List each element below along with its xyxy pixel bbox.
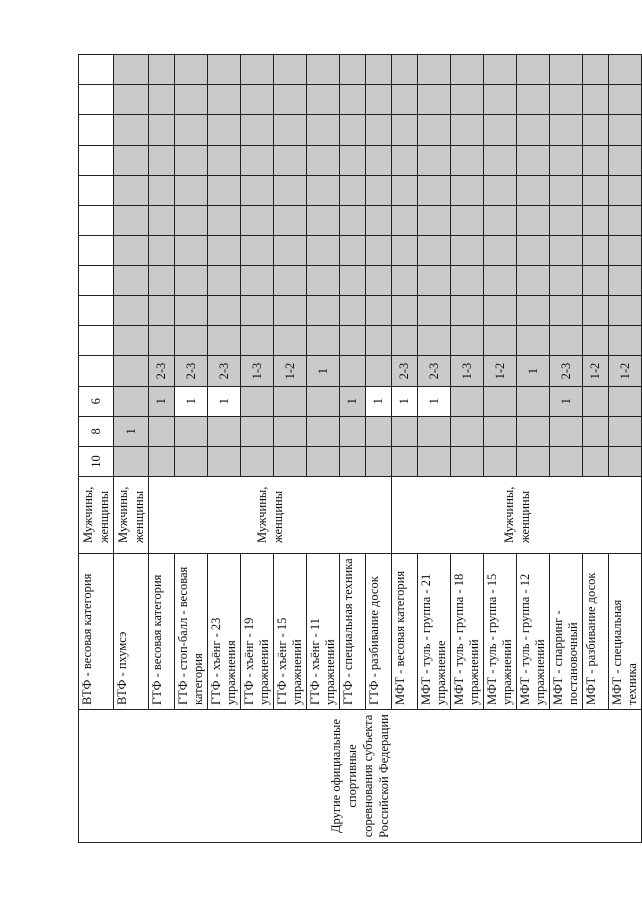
result-cell [583, 386, 609, 416]
result-cell [451, 416, 484, 446]
result-cell [484, 55, 517, 85]
result-cell [484, 236, 517, 266]
result-cell [550, 296, 583, 326]
result-cell [307, 386, 340, 416]
header-cell [79, 236, 114, 266]
result-cell [418, 236, 451, 266]
result-cell [340, 205, 366, 235]
sex-cell: Мужчины, женщины [392, 477, 642, 554]
result-cell [307, 416, 340, 446]
header-cell [79, 326, 114, 356]
result-cell [484, 205, 517, 235]
result-cell [208, 145, 241, 175]
result-cell [114, 55, 149, 85]
result-cell [484, 326, 517, 356]
result-cell [208, 296, 241, 326]
result-cell [340, 115, 366, 145]
result-cell [392, 145, 418, 175]
result-cell [550, 446, 583, 476]
result-cell [451, 386, 484, 416]
result-cell [418, 175, 451, 205]
result-cell [418, 205, 451, 235]
result-cell [274, 236, 307, 266]
result-cell [114, 266, 149, 296]
result-cell [340, 446, 366, 476]
header-cell [79, 266, 114, 296]
result-cell [418, 446, 451, 476]
result-cell [550, 55, 583, 85]
result-cell [484, 266, 517, 296]
result-cell [208, 55, 241, 85]
header-cell: 10 [79, 446, 114, 476]
result-cell [340, 175, 366, 205]
competition-level-cell: Другие официальные спортивные соревнования субъекта Российской Федерации [79, 710, 642, 843]
result-cell [517, 416, 550, 446]
result-cell [307, 205, 340, 235]
result-cell [307, 115, 340, 145]
result-cell [451, 85, 484, 115]
discipline-cell: МФТ - туль - группа - 12 упражнений [517, 554, 550, 710]
results-table [78, 54, 642, 843]
result-cell [550, 326, 583, 356]
result-cell: 1-3 [241, 356, 274, 386]
table-frame [78, 55, 640, 843]
result-cell [583, 175, 609, 205]
result-cell [241, 175, 274, 205]
result-cell [175, 296, 208, 326]
result-cell [149, 85, 175, 115]
result-cell [451, 175, 484, 205]
result-cell [114, 145, 149, 175]
result-cell [392, 446, 418, 476]
discipline-cell: МФТ - спарринг - постановочный [550, 554, 583, 710]
result-cell: 2-3 [550, 356, 583, 386]
result-cell [609, 236, 642, 266]
result-cell [484, 296, 517, 326]
result-cell: 2-3 [208, 356, 241, 386]
result-cell [484, 175, 517, 205]
result-cell [307, 266, 340, 296]
result-cell [149, 416, 175, 446]
result-cell [609, 446, 642, 476]
result-cell [550, 85, 583, 115]
result-cell [392, 175, 418, 205]
result-cell [114, 446, 149, 476]
result-cell [583, 205, 609, 235]
result-cell [366, 416, 392, 446]
result-cell [609, 55, 642, 85]
result-cell [241, 115, 274, 145]
discipline-cell: МФТ - разбивание досок [583, 554, 609, 710]
result-cell [609, 266, 642, 296]
result-cell [484, 115, 517, 145]
result-cell [583, 236, 609, 266]
discipline-cell: ГТФ - хъёнг - 23 упражнения [208, 554, 241, 710]
result-cell [274, 386, 307, 416]
result-cell [307, 85, 340, 115]
result-cell [609, 205, 642, 235]
discipline-cell: ГТФ - хъёнг - 19 упражнений [241, 554, 274, 710]
result-cell [241, 296, 274, 326]
result-cell: 1 [114, 416, 149, 446]
result-cell [340, 296, 366, 326]
result-cell [366, 205, 392, 235]
result-cell [307, 236, 340, 266]
result-cell [418, 145, 451, 175]
discipline-cell: ГТФ - специальная техника [340, 554, 366, 710]
result-cell [149, 115, 175, 145]
result-cell [208, 326, 241, 356]
discipline-cell: ГТФ - хъёнг - 11 упражнений [307, 554, 340, 710]
result-cell [149, 175, 175, 205]
sex-cell: Мужчины, женщины [79, 477, 114, 554]
discipline-cell: МФТ - туль - группа - 18 упражнений [451, 554, 484, 710]
result-cell [517, 115, 550, 145]
result-cell [609, 326, 642, 356]
header-cell [79, 296, 114, 326]
result-cell [550, 115, 583, 145]
result-cell [517, 326, 550, 356]
result-cell [114, 356, 149, 386]
result-cell [517, 85, 550, 115]
result-cell [484, 416, 517, 446]
result-cell [175, 145, 208, 175]
result-cell [149, 55, 175, 85]
result-cell [517, 205, 550, 235]
result-cell [340, 266, 366, 296]
result-cell [392, 326, 418, 356]
result-cell [550, 145, 583, 175]
result-cell [366, 55, 392, 85]
result-cell: 1 [208, 386, 241, 416]
discipline-cell: МФТ - туль - группа - 15 упражнений [484, 554, 517, 710]
result-cell [175, 175, 208, 205]
result-cell [451, 145, 484, 175]
result-cell [484, 446, 517, 476]
result-cell [149, 446, 175, 476]
result-cell [208, 85, 241, 115]
result-cell: 2-3 [418, 356, 451, 386]
result-cell [392, 55, 418, 85]
result-cell: 1-3 [451, 356, 484, 386]
result-cell [392, 236, 418, 266]
header-cell: 6 [79, 386, 114, 416]
result-cell [609, 296, 642, 326]
result-cell [550, 205, 583, 235]
sex-cell: Мужчины, женщины [149, 477, 392, 554]
result-cell [340, 85, 366, 115]
result-cell [208, 175, 241, 205]
result-cell [175, 205, 208, 235]
result-cell [175, 236, 208, 266]
discipline-cell: ГТФ - весовая категория [149, 554, 175, 710]
result-cell [241, 236, 274, 266]
table-header-row [79, 55, 114, 843]
result-cell [517, 446, 550, 476]
header-cell [79, 205, 114, 235]
result-cell [451, 205, 484, 235]
discipline-cell: ВТФ - пхумсэ [114, 554, 149, 710]
result-cell [583, 416, 609, 446]
result-cell: 1 [517, 356, 550, 386]
result-cell [114, 205, 149, 235]
result-cell [208, 236, 241, 266]
result-cell [366, 266, 392, 296]
result-cell [418, 296, 451, 326]
result-cell [208, 115, 241, 145]
result-cell [583, 145, 609, 175]
result-cell [517, 296, 550, 326]
discipline-cell: ГТФ - стоп-балл - весовая категория [175, 554, 208, 710]
result-cell [609, 416, 642, 446]
discipline-cell: МФТ - весовая категория [392, 554, 418, 710]
result-cell [418, 416, 451, 446]
result-cell [274, 85, 307, 115]
result-cell [583, 296, 609, 326]
result-cell [517, 266, 550, 296]
result-cell [241, 386, 274, 416]
result-cell [274, 416, 307, 446]
result-cell: 1-2 [609, 356, 642, 386]
result-cell [550, 416, 583, 446]
result-cell [114, 115, 149, 145]
result-cell [517, 145, 550, 175]
result-cell [484, 85, 517, 115]
result-cell [451, 55, 484, 85]
result-cell [175, 55, 208, 85]
result-cell: 2-3 [392, 356, 418, 386]
result-cell [609, 145, 642, 175]
result-cell [366, 175, 392, 205]
result-cell [340, 145, 366, 175]
result-cell [366, 145, 392, 175]
result-cell [517, 55, 550, 85]
result-cell [340, 356, 366, 386]
result-cell [550, 266, 583, 296]
result-cell [609, 175, 642, 205]
result-cell: 2-3 [149, 356, 175, 386]
result-cell [392, 85, 418, 115]
result-cell: 1 [418, 386, 451, 416]
result-cell [241, 145, 274, 175]
result-cell [550, 175, 583, 205]
result-cell [241, 416, 274, 446]
result-cell [307, 55, 340, 85]
result-cell [114, 236, 149, 266]
result-cell [274, 55, 307, 85]
result-cell [418, 326, 451, 356]
result-cell [274, 175, 307, 205]
result-cell [307, 145, 340, 175]
header-cell [79, 145, 114, 175]
result-cell [366, 296, 392, 326]
result-cell [583, 85, 609, 115]
result-cell [114, 175, 149, 205]
result-cell [517, 236, 550, 266]
result-cell [517, 386, 550, 416]
result-cell [484, 145, 517, 175]
result-cell [451, 266, 484, 296]
result-cell [274, 145, 307, 175]
result-cell [418, 115, 451, 145]
result-cell [451, 446, 484, 476]
result-cell: 1 [175, 386, 208, 416]
result-cell [484, 386, 517, 416]
discipline-cell: МФТ - специальная техника [609, 554, 642, 710]
result-cell [208, 266, 241, 296]
result-cell [366, 85, 392, 115]
result-cell [241, 326, 274, 356]
result-cell [274, 266, 307, 296]
result-cell [274, 446, 307, 476]
result-cell: 2-3 [175, 356, 208, 386]
result-cell [241, 205, 274, 235]
header-cell: 8 [79, 416, 114, 446]
result-cell [366, 326, 392, 356]
result-cell [175, 85, 208, 115]
result-cell [149, 326, 175, 356]
result-cell [241, 85, 274, 115]
result-cell: 1-2 [583, 356, 609, 386]
result-cell [392, 205, 418, 235]
result-cell [451, 236, 484, 266]
result-cell [307, 446, 340, 476]
header-cell [79, 85, 114, 115]
result-cell [274, 205, 307, 235]
result-cell [418, 55, 451, 85]
result-cell [550, 236, 583, 266]
result-cell: 1 [392, 386, 418, 416]
result-cell [340, 236, 366, 266]
result-cell [175, 115, 208, 145]
result-cell [149, 145, 175, 175]
result-cell [340, 416, 366, 446]
result-cell [392, 115, 418, 145]
result-cell [392, 416, 418, 446]
header-cell [79, 356, 114, 386]
result-cell [451, 326, 484, 356]
result-cell [175, 446, 208, 476]
result-cell [208, 416, 241, 446]
result-cell [583, 55, 609, 85]
result-cell [609, 85, 642, 115]
result-cell [307, 296, 340, 326]
result-cell: 1-2 [274, 356, 307, 386]
discipline-cell: ВТФ - весовая категория [79, 554, 114, 710]
result-cell [583, 115, 609, 145]
result-cell [451, 296, 484, 326]
result-cell [208, 446, 241, 476]
result-cell [274, 296, 307, 326]
result-cell [451, 115, 484, 145]
result-cell [392, 296, 418, 326]
result-cell [175, 266, 208, 296]
sex-cell: Мужчины, женщины [114, 477, 149, 554]
result-cell [340, 326, 366, 356]
result-cell [307, 175, 340, 205]
result-cell: 1 [149, 386, 175, 416]
result-cell [149, 296, 175, 326]
result-cell [208, 205, 241, 235]
result-cell [583, 266, 609, 296]
result-cell [583, 326, 609, 356]
result-cell [114, 296, 149, 326]
result-cell [274, 115, 307, 145]
result-cell [114, 85, 149, 115]
result-cell [366, 236, 392, 266]
header-cell [79, 55, 114, 85]
result-cell [583, 446, 609, 476]
result-cell [175, 326, 208, 356]
result-cell: 1-2 [484, 356, 517, 386]
result-cell [366, 446, 392, 476]
result-cell [241, 266, 274, 296]
discipline-cell: ГТФ - разбивание досок [366, 554, 392, 710]
result-cell [366, 356, 392, 386]
result-cell [149, 266, 175, 296]
result-cell: 1 [307, 356, 340, 386]
result-cell [340, 55, 366, 85]
result-cell [609, 115, 642, 145]
header-cell [79, 115, 114, 145]
discipline-cell: МФТ - туль - группа - 21 упражнение [418, 554, 451, 710]
result-cell [149, 205, 175, 235]
result-cell [418, 85, 451, 115]
result-cell: 1 [550, 386, 583, 416]
result-cell [114, 386, 149, 416]
rotated-table-wrapper [78, 55, 640, 843]
result-cell: 1 [340, 386, 366, 416]
result-cell [307, 326, 340, 356]
result-cell: 1 [366, 386, 392, 416]
result-cell [392, 266, 418, 296]
header-cell [79, 175, 114, 205]
result-cell [274, 326, 307, 356]
result-cell [114, 326, 149, 356]
result-cell [241, 446, 274, 476]
result-cell [366, 115, 392, 145]
result-cell [517, 175, 550, 205]
result-cell [149, 236, 175, 266]
result-cell [175, 416, 208, 446]
result-cell [609, 386, 642, 416]
result-cell [418, 266, 451, 296]
result-cell [241, 55, 274, 85]
discipline-cell: ГТФ - хъёнг - 15 упражнений [274, 554, 307, 710]
